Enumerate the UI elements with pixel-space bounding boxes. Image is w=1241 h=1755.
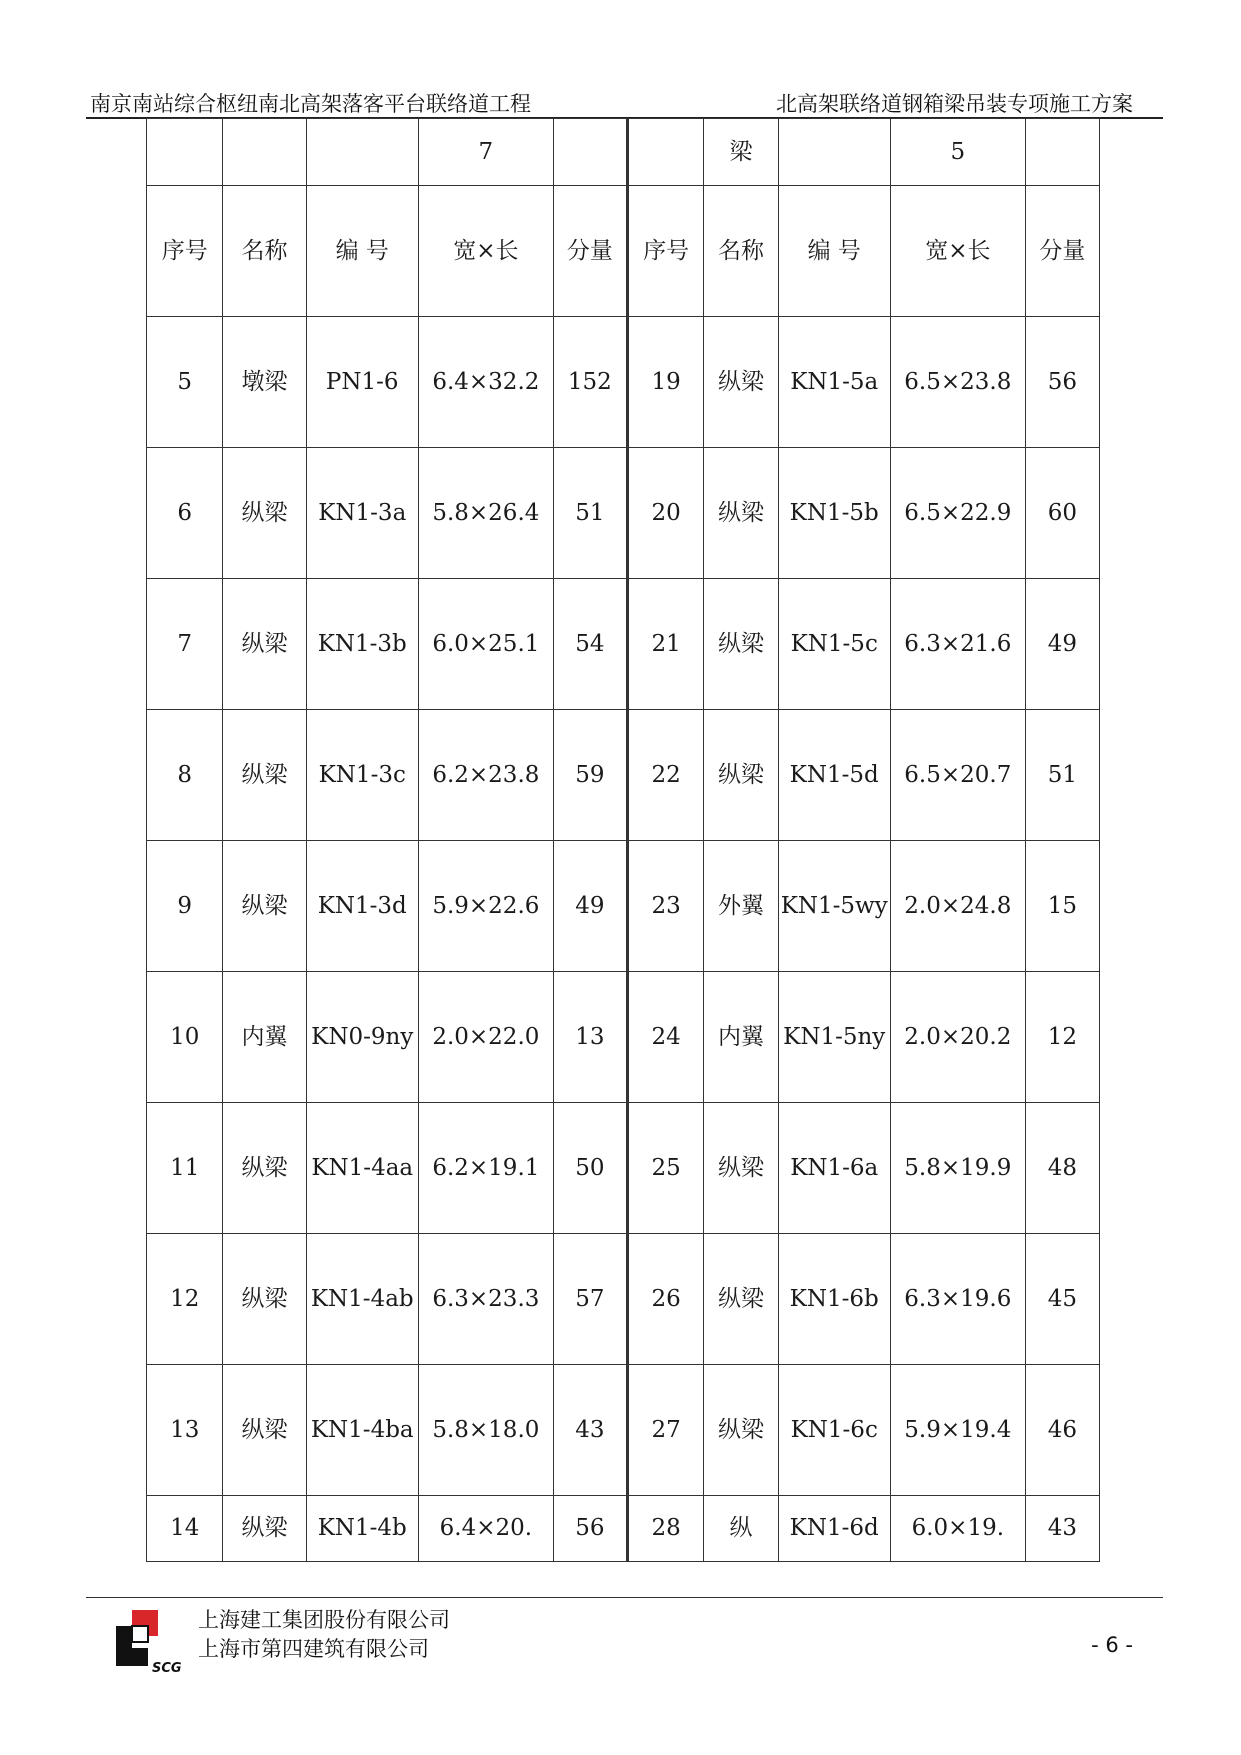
table-cell: KN1-3b xyxy=(306,579,418,710)
table-cell: 9 xyxy=(147,841,223,972)
table-cell: 纵梁 xyxy=(704,579,778,710)
table-cell: 14 xyxy=(147,1496,223,1562)
table-cell: 13 xyxy=(147,1365,223,1496)
table-cell: 27 xyxy=(627,1365,703,1496)
table-cell xyxy=(306,119,418,186)
table-cell: 28 xyxy=(627,1496,703,1562)
table-cell: 纵梁 xyxy=(704,1234,778,1365)
table-cell: 25 xyxy=(627,1103,703,1234)
table-cell: 20 xyxy=(627,448,703,579)
table-cell: 序号 xyxy=(147,186,223,317)
table-cell: 5.9×22.6 xyxy=(418,841,553,972)
table-cell: 57 xyxy=(553,1234,627,1365)
table-cell: KN1-6d xyxy=(778,1496,890,1562)
table-cell: 名称 xyxy=(223,186,306,317)
table-row-continued xyxy=(147,119,1100,186)
logo-text: SCG xyxy=(152,1661,182,1674)
table-cell: 12 xyxy=(147,1234,223,1365)
table-cell: 7 xyxy=(418,119,553,186)
table-cell: 48 xyxy=(1025,1103,1099,1234)
table-cell: 59 xyxy=(553,710,627,841)
table-cell: 13 xyxy=(553,972,627,1103)
table-cell: 6.0×25.1 xyxy=(418,579,553,710)
table-cell: KN1-3c xyxy=(306,710,418,841)
table-row xyxy=(147,448,1100,579)
table-cell: 5.8×18.0 xyxy=(418,1365,553,1496)
table-cell: KN1-5b xyxy=(778,448,890,579)
table-cell: 22 xyxy=(627,710,703,841)
table-cell: 46 xyxy=(1025,1365,1099,1496)
table-cell: KN1-5a xyxy=(778,317,890,448)
table-row-partial xyxy=(147,1496,1100,1562)
table-cell: 分量 xyxy=(553,186,627,317)
table-cell: 纵梁 xyxy=(704,710,778,841)
table-cell: 15 xyxy=(1025,841,1099,972)
table-cell: 纵 xyxy=(704,1496,778,1562)
table-cell: 49 xyxy=(1025,579,1099,710)
table-cell: KN1-5c xyxy=(778,579,890,710)
table-row xyxy=(147,579,1100,710)
table-row xyxy=(147,1234,1100,1365)
table-cell: 5 xyxy=(890,119,1025,186)
table-cell: 54 xyxy=(553,579,627,710)
table-cell: 梁 xyxy=(704,119,778,186)
table-cell: 宽×长 xyxy=(418,186,553,317)
table-cell: KN1-6c xyxy=(778,1365,890,1496)
table-cell: 51 xyxy=(553,448,627,579)
table-cell: 21 xyxy=(627,579,703,710)
table-cell: 纵梁 xyxy=(223,841,306,972)
table-cell: PN1-6 xyxy=(306,317,418,448)
table-cell: 43 xyxy=(553,1365,627,1496)
company-name-group: 上海建工集团股份有限公司 xyxy=(198,1608,450,1632)
table-cell: KN1-5d xyxy=(778,710,890,841)
table-cell: KN1-6a xyxy=(778,1103,890,1234)
table-cell: 纵梁 xyxy=(704,1365,778,1496)
table-cell: 纵梁 xyxy=(223,579,306,710)
table-cell: 分量 xyxy=(1025,186,1099,317)
scg-logo-icon xyxy=(108,1608,210,1674)
table-cell: 60 xyxy=(1025,448,1099,579)
table-cell: KN1-5ny xyxy=(778,972,890,1103)
table-cell: 纵梁 xyxy=(704,448,778,579)
table-cell: 纵梁 xyxy=(223,1234,306,1365)
table-cell: 11 xyxy=(147,1103,223,1234)
table-cell: 内翼 xyxy=(223,972,306,1103)
table-row xyxy=(147,841,1100,972)
table-cell: 宽×长 xyxy=(890,186,1025,317)
table-cell: 56 xyxy=(553,1496,627,1562)
table-row xyxy=(147,1365,1100,1496)
table-cell: 5.9×19.4 xyxy=(890,1365,1025,1496)
table-cell xyxy=(147,119,223,186)
table-row xyxy=(147,710,1100,841)
table-cell: KN0-9ny xyxy=(306,972,418,1103)
table-cell: 纵梁 xyxy=(704,317,778,448)
table-cell: 序号 xyxy=(627,186,703,317)
table-cell: 6 xyxy=(147,448,223,579)
project-title: 南京南站综合枢纽南北高架落客平台联络道工程 xyxy=(90,92,531,116)
table-cell: 5.8×19.9 xyxy=(890,1103,1025,1234)
table-cell: 8 xyxy=(147,710,223,841)
table-header-row xyxy=(147,186,1100,317)
table-cell: 49 xyxy=(553,841,627,972)
page-number: - 6 - xyxy=(1091,1633,1133,1657)
table-cell: 10 xyxy=(147,972,223,1103)
table-cell: 名称 xyxy=(704,186,778,317)
table-cell: 7 xyxy=(147,579,223,710)
table-cell: 纵梁 xyxy=(223,1103,306,1234)
table-cell: 152 xyxy=(553,317,627,448)
table-cell: 6.3×23.3 xyxy=(418,1234,553,1365)
table-row xyxy=(147,1103,1100,1234)
table-cell: 6.2×23.8 xyxy=(418,710,553,841)
table-cell: 纵梁 xyxy=(223,448,306,579)
table-cell: 外翼 xyxy=(704,841,778,972)
beam-spec-table xyxy=(146,118,1100,1562)
table-cell: 5 xyxy=(147,317,223,448)
table-cell: 2.0×22.0 xyxy=(418,972,553,1103)
table-cell: 6.0×19. xyxy=(890,1496,1025,1562)
footer-divider xyxy=(86,1597,1163,1598)
table-cell: 6.3×19.6 xyxy=(890,1234,1025,1365)
table-cell: 纵梁 xyxy=(223,710,306,841)
table-cell: 纵梁 xyxy=(223,1365,306,1496)
table-cell: 56 xyxy=(1025,317,1099,448)
table-cell: 43 xyxy=(1025,1496,1099,1562)
table-cell: KN1-5wy xyxy=(778,841,890,972)
table-cell: 编 号 xyxy=(306,186,418,317)
document-title: 北高架联络道钢箱梁吊装专项施工方案 xyxy=(776,92,1133,116)
table-cell: 6.5×23.8 xyxy=(890,317,1025,448)
table-cell: 6.4×20. xyxy=(418,1496,553,1562)
table-cell: 24 xyxy=(627,972,703,1103)
table-cell: 6.3×21.6 xyxy=(890,579,1025,710)
table-cell xyxy=(778,119,890,186)
table-cell: 2.0×24.8 xyxy=(890,841,1025,972)
table-cell: 5.8×26.4 xyxy=(418,448,553,579)
table-cell: KN1-4ab xyxy=(306,1234,418,1365)
table-cell: 6.5×22.9 xyxy=(890,448,1025,579)
table-cell: 墩梁 xyxy=(223,317,306,448)
table-row xyxy=(147,972,1100,1103)
table-cell: 6.2×19.1 xyxy=(418,1103,553,1234)
table-cell: KN1-6b xyxy=(778,1234,890,1365)
table-row xyxy=(147,317,1100,448)
table-cell: KN1-4b xyxy=(306,1496,418,1562)
page-header xyxy=(86,86,1163,118)
table-cell: 51 xyxy=(1025,710,1099,841)
table-cell: KN1-4ba xyxy=(306,1365,418,1496)
table-cell: 纵梁 xyxy=(704,1103,778,1234)
table-cell: KN1-3d xyxy=(306,841,418,972)
table-cell xyxy=(553,119,627,186)
table-cell: 6.4×32.2 xyxy=(418,317,553,448)
table-cell: 编 号 xyxy=(778,186,890,317)
company-name-branch: 上海市第四建筑有限公司 xyxy=(198,1637,429,1661)
table-cell: 45 xyxy=(1025,1234,1099,1365)
table-cell: 50 xyxy=(553,1103,627,1234)
table-cell: 26 xyxy=(627,1234,703,1365)
table-cell xyxy=(1025,119,1099,186)
table-cell: 2.0×20.2 xyxy=(890,972,1025,1103)
table-cell: 19 xyxy=(627,317,703,448)
table-cell: 6.5×20.7 xyxy=(890,710,1025,841)
table-cell xyxy=(223,119,306,186)
table-cell xyxy=(627,119,703,186)
table-cell: 内翼 xyxy=(704,972,778,1103)
table-cell: KN1-4aa xyxy=(306,1103,418,1234)
table-cell: 纵梁 xyxy=(223,1496,306,1562)
table-cell: 23 xyxy=(627,841,703,972)
table-cell: KN1-3a xyxy=(306,448,418,579)
table-cell: 12 xyxy=(1025,972,1099,1103)
